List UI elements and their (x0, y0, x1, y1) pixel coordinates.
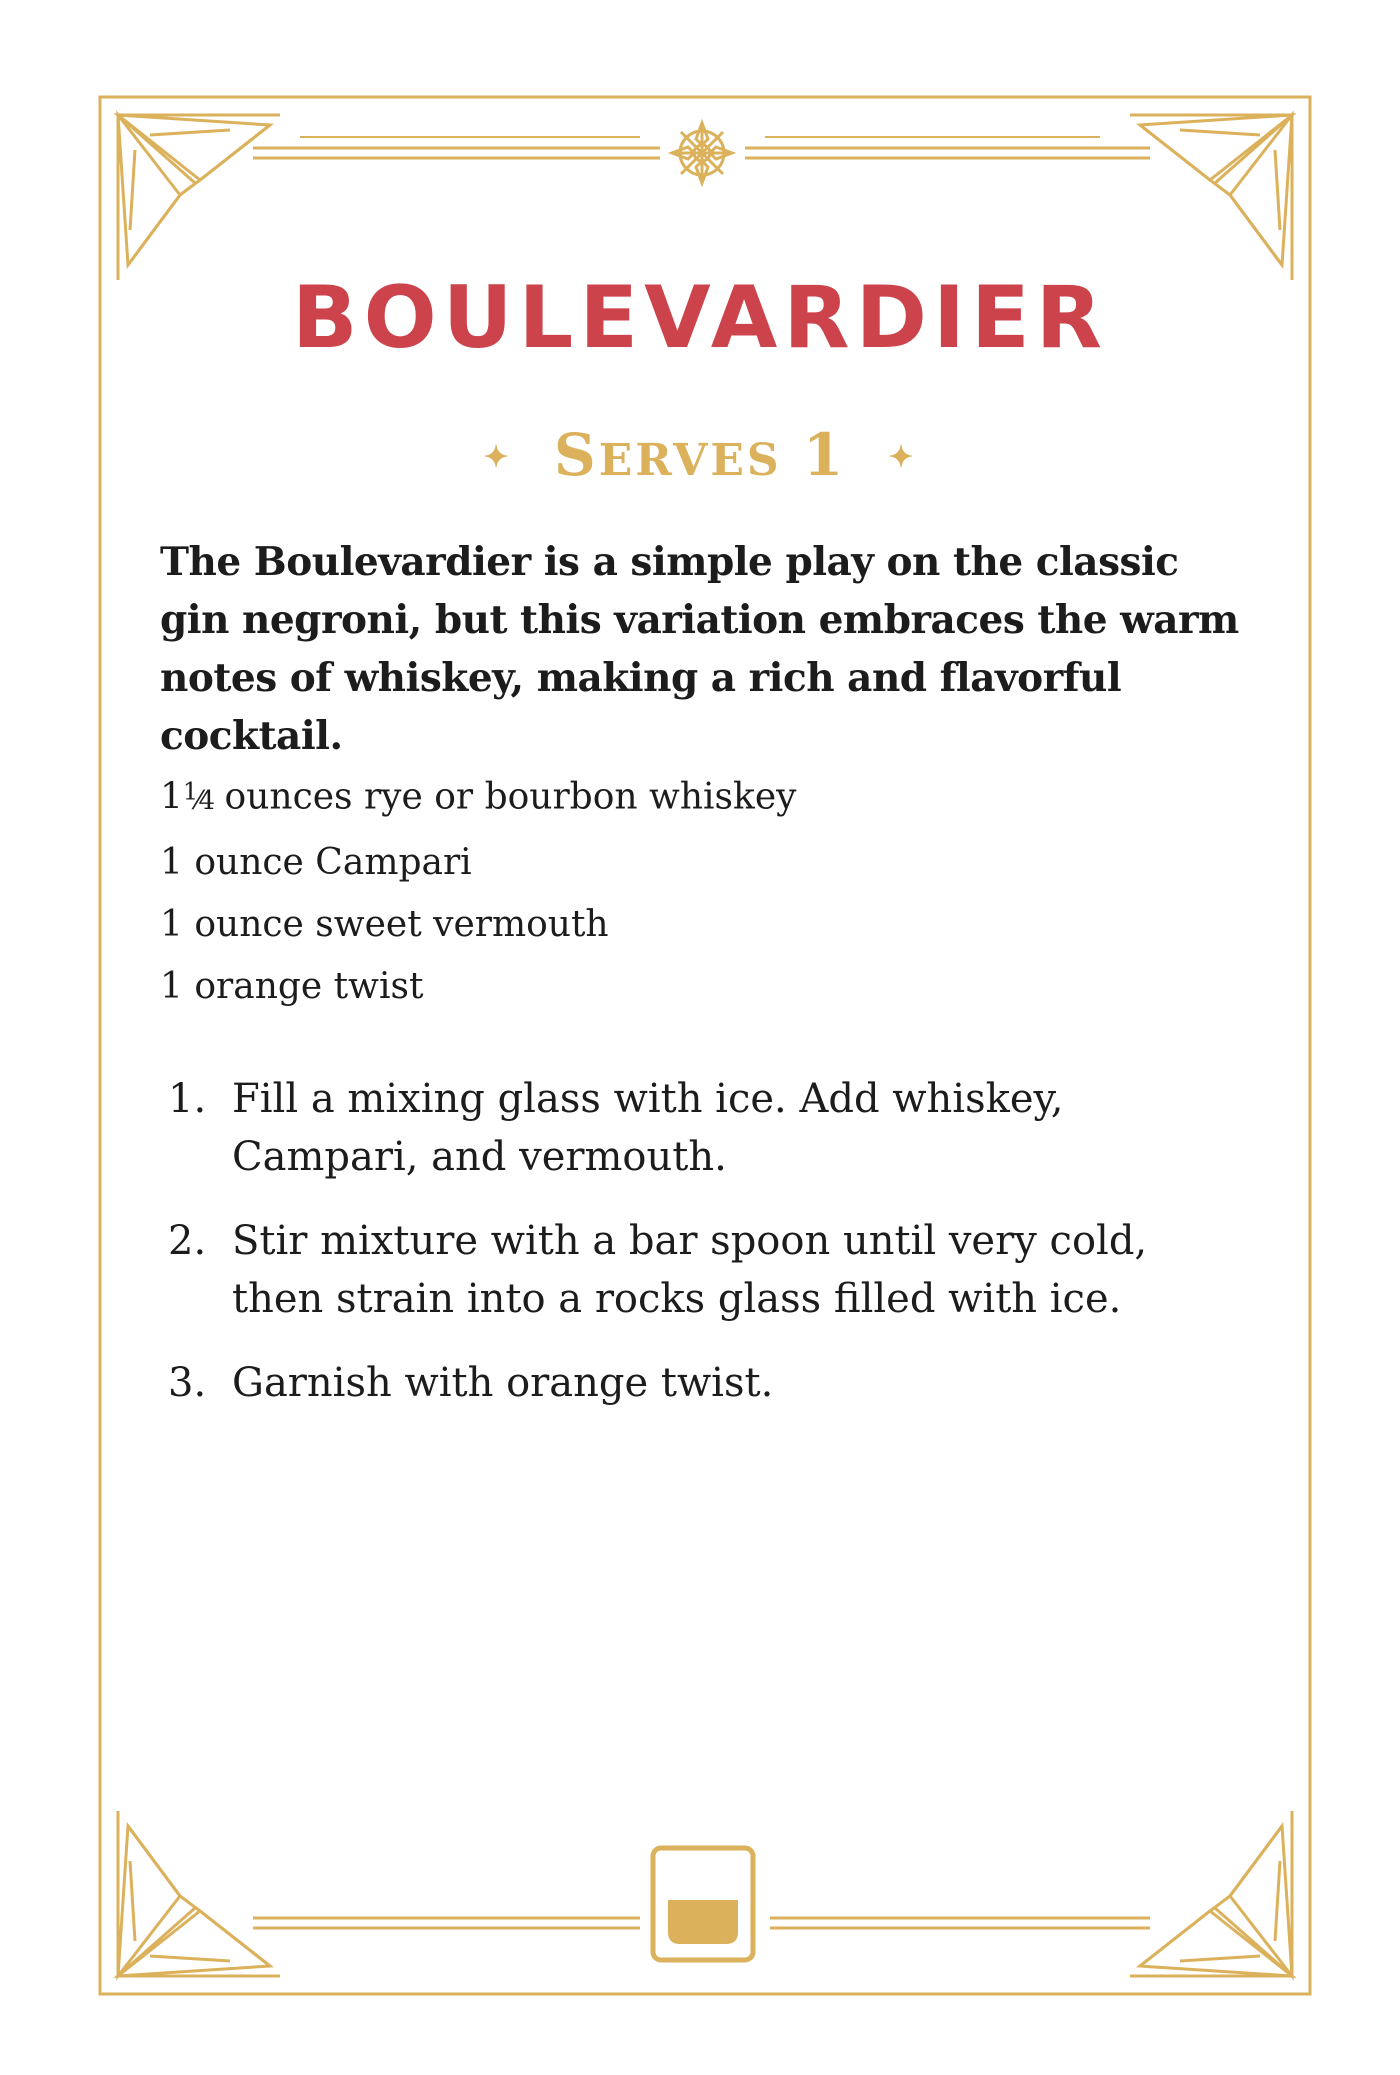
ingredient-text: orange twist (182, 965, 424, 1007)
step-number: 2. (168, 1218, 207, 1264)
ingredient-qty: 1 (160, 965, 183, 1007)
step-number: 3. (168, 1360, 207, 1406)
rocks-glass-icon (653, 1848, 753, 1960)
ingredient-qty: 1 (160, 841, 183, 883)
corner-ornament-bottom-right (1130, 1811, 1292, 1976)
step-item (160, 1212, 1220, 1328)
ingredient-text: ounces rye or bourbon whiskey (213, 776, 797, 818)
star-ornament-icon: ✦ (483, 440, 512, 475)
recipe-title: BOULEVARDIER (292, 268, 1108, 368)
serves-line (0, 420, 1400, 501)
ingredient-fraction: $^1$⁄4 (182, 777, 214, 816)
outer-border (100, 97, 1310, 1994)
step-text: Garnish with orange twist. (232, 1360, 774, 1406)
corner-ornament-bottom-left (118, 1811, 280, 1976)
star-ornament-icon: ✦ (888, 440, 917, 475)
ingredient-item (160, 760, 796, 832)
ingredient-item (160, 832, 796, 894)
ingredient-qty: 1 (160, 776, 183, 818)
step-item (160, 1354, 1220, 1412)
ingredient-text: ounce Campari (182, 841, 472, 883)
step-list (160, 1070, 1220, 1438)
serves-word-initial: S (553, 421, 599, 489)
serves-word-rest: ERVES (598, 435, 782, 486)
ingredient-list (160, 760, 796, 1018)
recipe-intro: The Boulevardier is a simple play on the classic gin negroni, but this variation embraces the warm notes of whiskey, making a rich and flavorful cocktail. (160, 539, 1239, 759)
serves-count: 1 (802, 421, 847, 489)
ingredient-item (160, 894, 796, 956)
ingredient-text: ounce sweet vermouth (182, 903, 609, 945)
step-number: 1. (168, 1076, 207, 1122)
ingredient-item (160, 956, 796, 1018)
step-text: Fill a mixing glass with ice. Add whiskey, Campari, and vermouth. (232, 1076, 1064, 1180)
ingredient-qty: 1 (160, 903, 183, 945)
compass-rose-icon (672, 123, 732, 183)
corner-ornament-top-left (118, 115, 280, 280)
step-item (160, 1070, 1220, 1186)
step-text: Stir mixture with a bar spoon until very cold, then strain into a rocks glass filled with ice. (232, 1218, 1148, 1322)
corner-ornament-top-right (1130, 115, 1292, 280)
